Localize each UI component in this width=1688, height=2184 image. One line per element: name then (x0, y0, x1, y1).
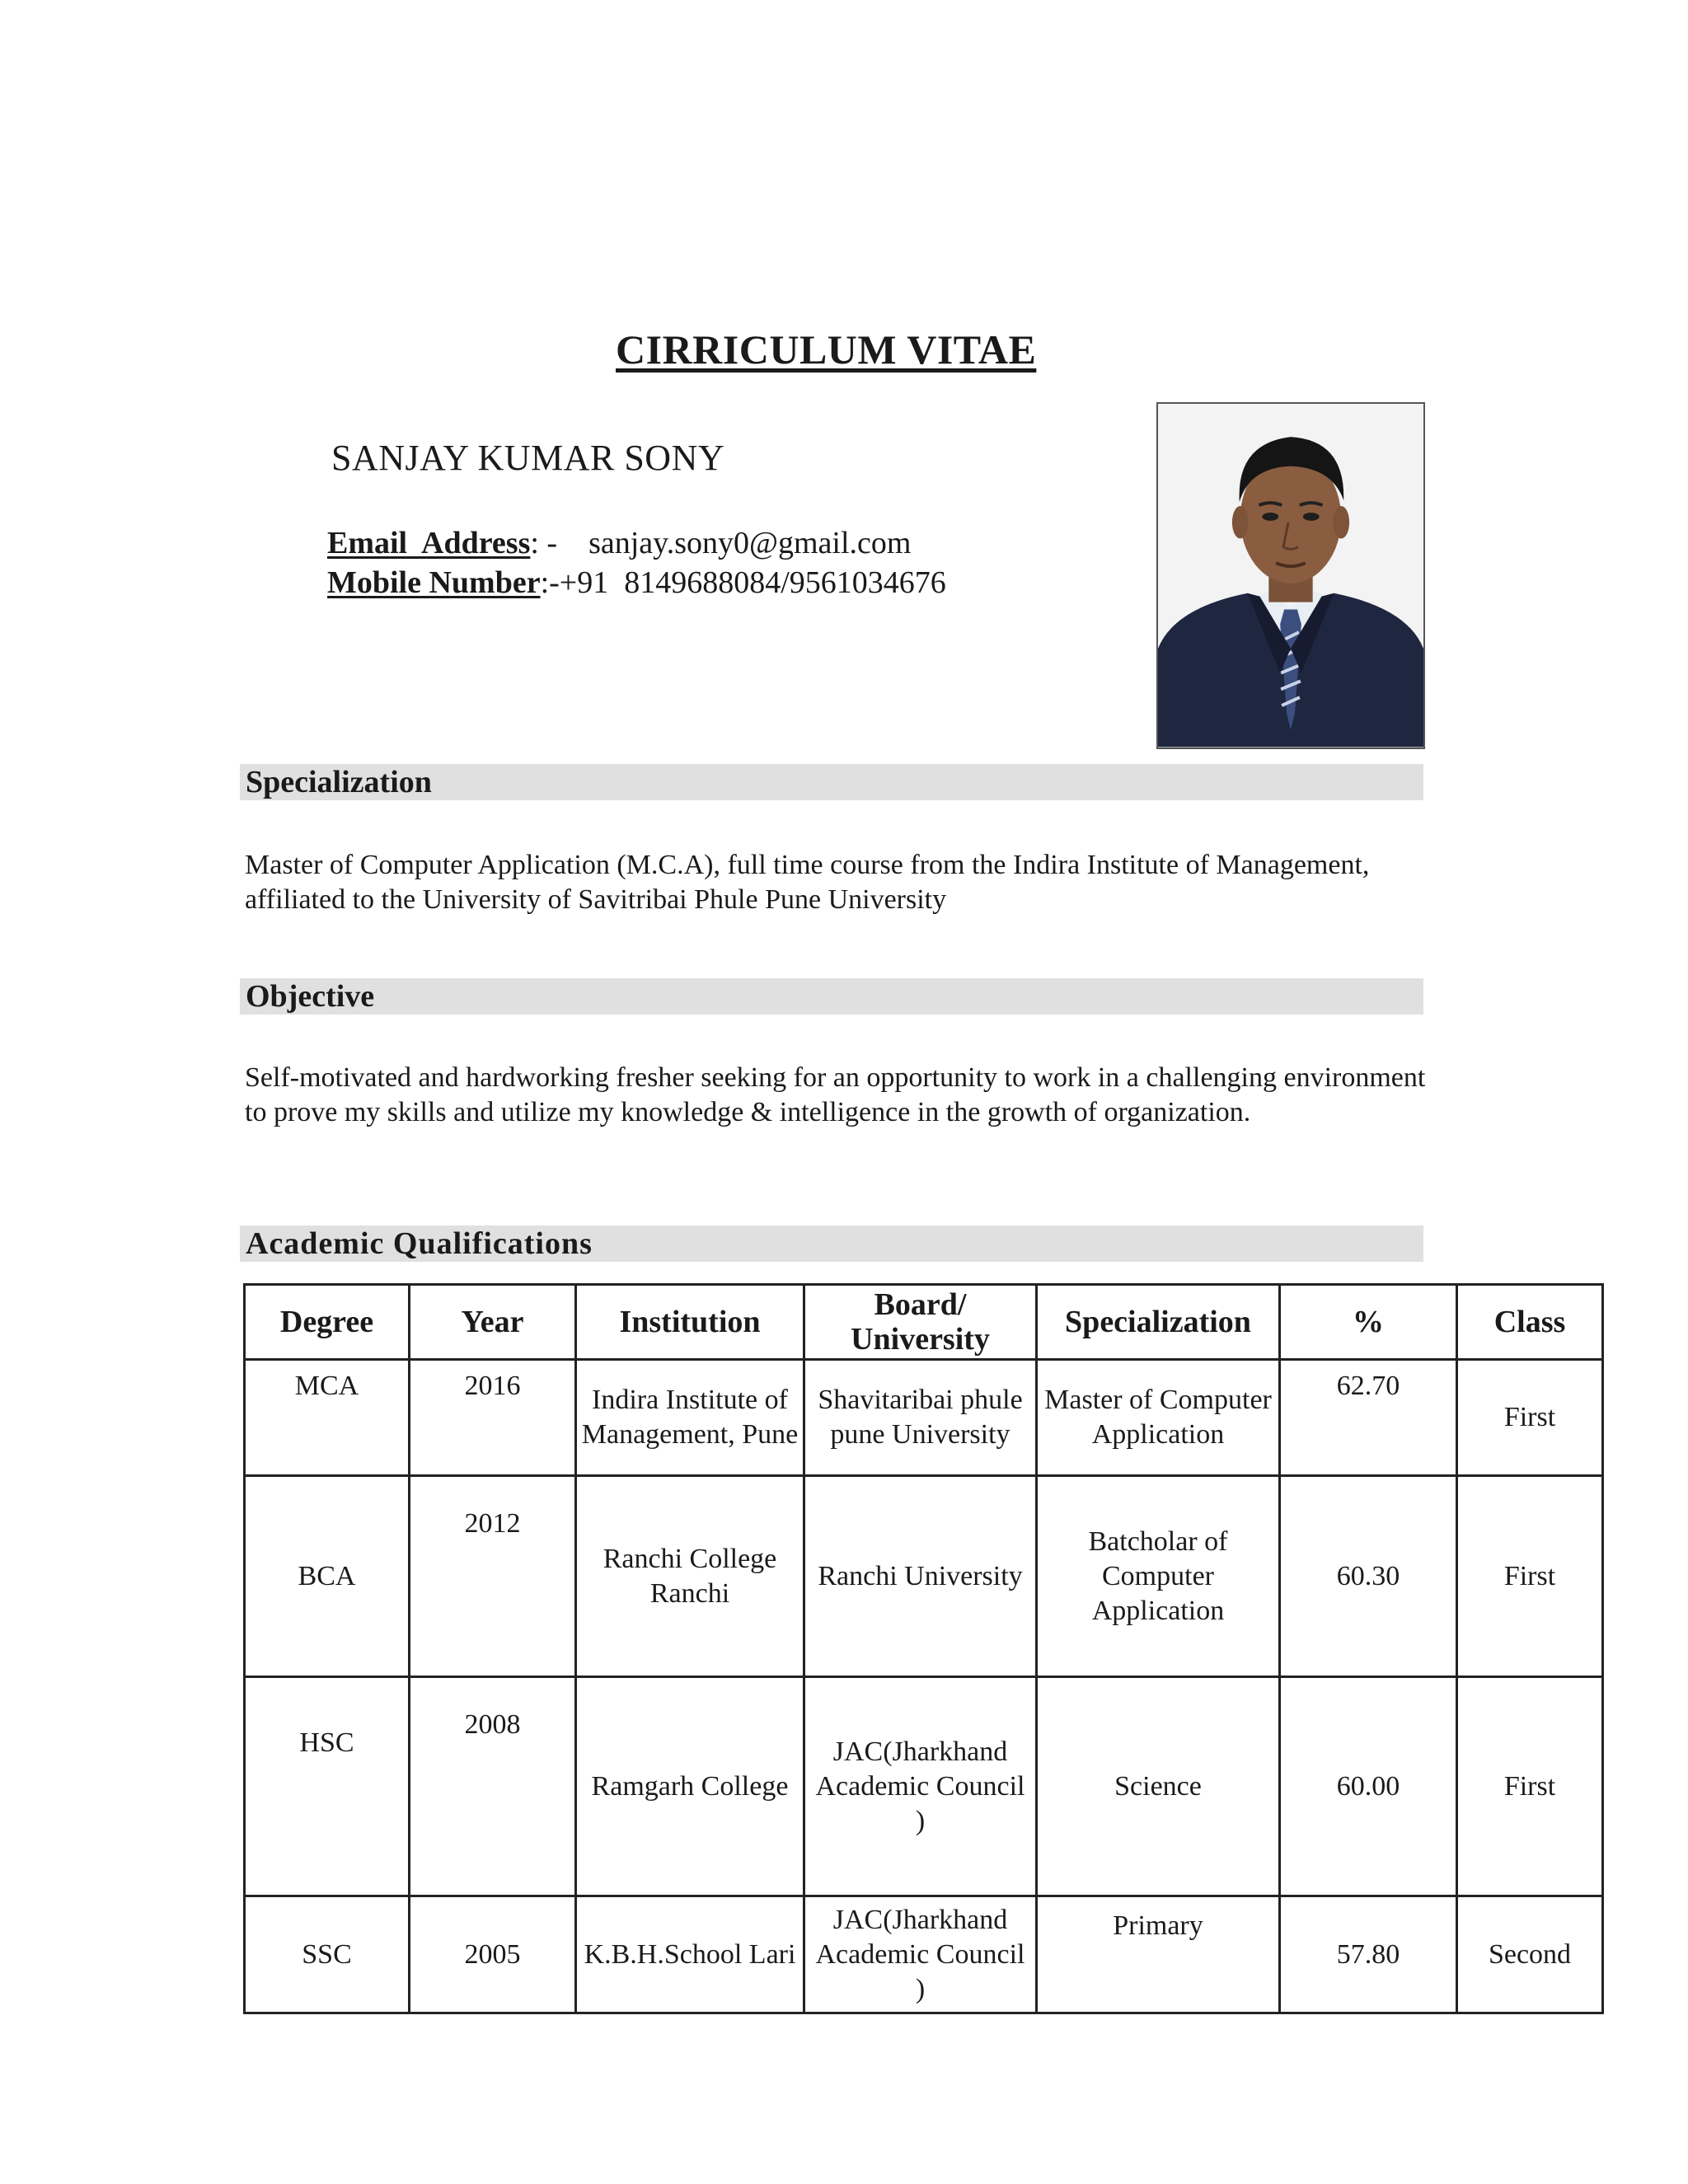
cell-board: Shavitaribai phule pune University (804, 1360, 1037, 1476)
email-label: Email Address (327, 526, 531, 560)
cell-specialization: Primary (1037, 1896, 1280, 2013)
cell-class: First (1457, 1677, 1603, 1896)
cell-percent: 57.80 (1280, 1896, 1457, 2013)
mobile-separator: :- (540, 565, 560, 600)
cell-percent: 62.70 (1280, 1360, 1457, 1476)
document-title: CIRRICULUM VITAE (616, 326, 1037, 373)
cell-specialization: Master of Computer Application (1037, 1360, 1280, 1476)
table-row (245, 1896, 1603, 2013)
header-year: Year (410, 1285, 576, 1360)
cell-class: First (1457, 1476, 1603, 1677)
cell-institution: K.B.H.School Lari (576, 1896, 804, 2013)
cell-year: 2005 (410, 1896, 576, 2013)
cell-degree: MCA (245, 1360, 410, 1476)
cell-year: 2016 (410, 1360, 576, 1476)
cell-degree: BCA (245, 1476, 410, 1677)
cell-percent: 60.00 (1280, 1677, 1457, 1896)
cell-class: Second (1457, 1896, 1603, 2013)
profile-photo (1156, 402, 1425, 749)
email-separator: : - (530, 526, 589, 560)
cell-degree: HSC (245, 1677, 410, 1896)
cell-institution: Indira Institute of Management, Pune (576, 1360, 804, 1476)
objective-heading: Objective (240, 978, 1423, 1015)
table-row (245, 1360, 1603, 1476)
cell-specialization: Batcholar of Computer Application (1037, 1476, 1280, 1677)
cell-board: JAC(Jharkhand Academic Council ) (804, 1896, 1037, 2013)
header-board: Board/ University (804, 1285, 1037, 1360)
email-value: sanjay.sony0@gmail.com (588, 526, 912, 560)
specialization-heading: Specialization (240, 764, 1423, 800)
header-institution: Institution (576, 1285, 804, 1360)
cell-year: 2008 (410, 1677, 576, 1896)
email-line (327, 525, 911, 561)
cell-class: First (1457, 1360, 1603, 1476)
mobile-line (327, 565, 946, 601)
table-header-row (245, 1285, 1603, 1360)
table-row (245, 1476, 1603, 1677)
cell-institution: Ramgarh College (576, 1677, 804, 1896)
cell-degree: SSC (245, 1896, 410, 2013)
mobile-value: +91 8149688084/9561034676 (559, 565, 946, 600)
objective-text: Self-motivated and hardworking fresher seeking for an opportunity to work in a challenging environment to prove my skills and utilize my knowledge & intelligence in the growth of organization. (245, 1062, 1426, 1127)
mobile-label: Mobile Number (327, 565, 541, 600)
specialization-text: Master of Computer Application (M.C.A), full time course from the Indira Institute of Management, affiliated to the University of Savitribai Phule Pune University (245, 850, 1370, 915)
cell-board: Ranchi University (804, 1476, 1037, 1677)
academic-heading: Academic Qualifications (240, 1226, 1423, 1262)
header-specialization: Specialization (1037, 1285, 1280, 1360)
cell-institution: Ranchi College Ranchi (576, 1476, 804, 1677)
applicant-name: SANJAY KUMAR SONY (331, 438, 725, 478)
header-degree: Degree (245, 1285, 410, 1360)
academic-qualifications-table (243, 1283, 1604, 2014)
header-class: Class (1457, 1285, 1603, 1360)
cell-specialization: Science (1037, 1677, 1280, 1896)
header-percent: % (1280, 1285, 1457, 1360)
cell-board: JAC(Jharkhand Academic Council ) (804, 1677, 1037, 1896)
cell-year: 2012 (410, 1476, 576, 1677)
table-row (245, 1677, 1603, 1896)
cell-percent: 60.30 (1280, 1476, 1457, 1677)
